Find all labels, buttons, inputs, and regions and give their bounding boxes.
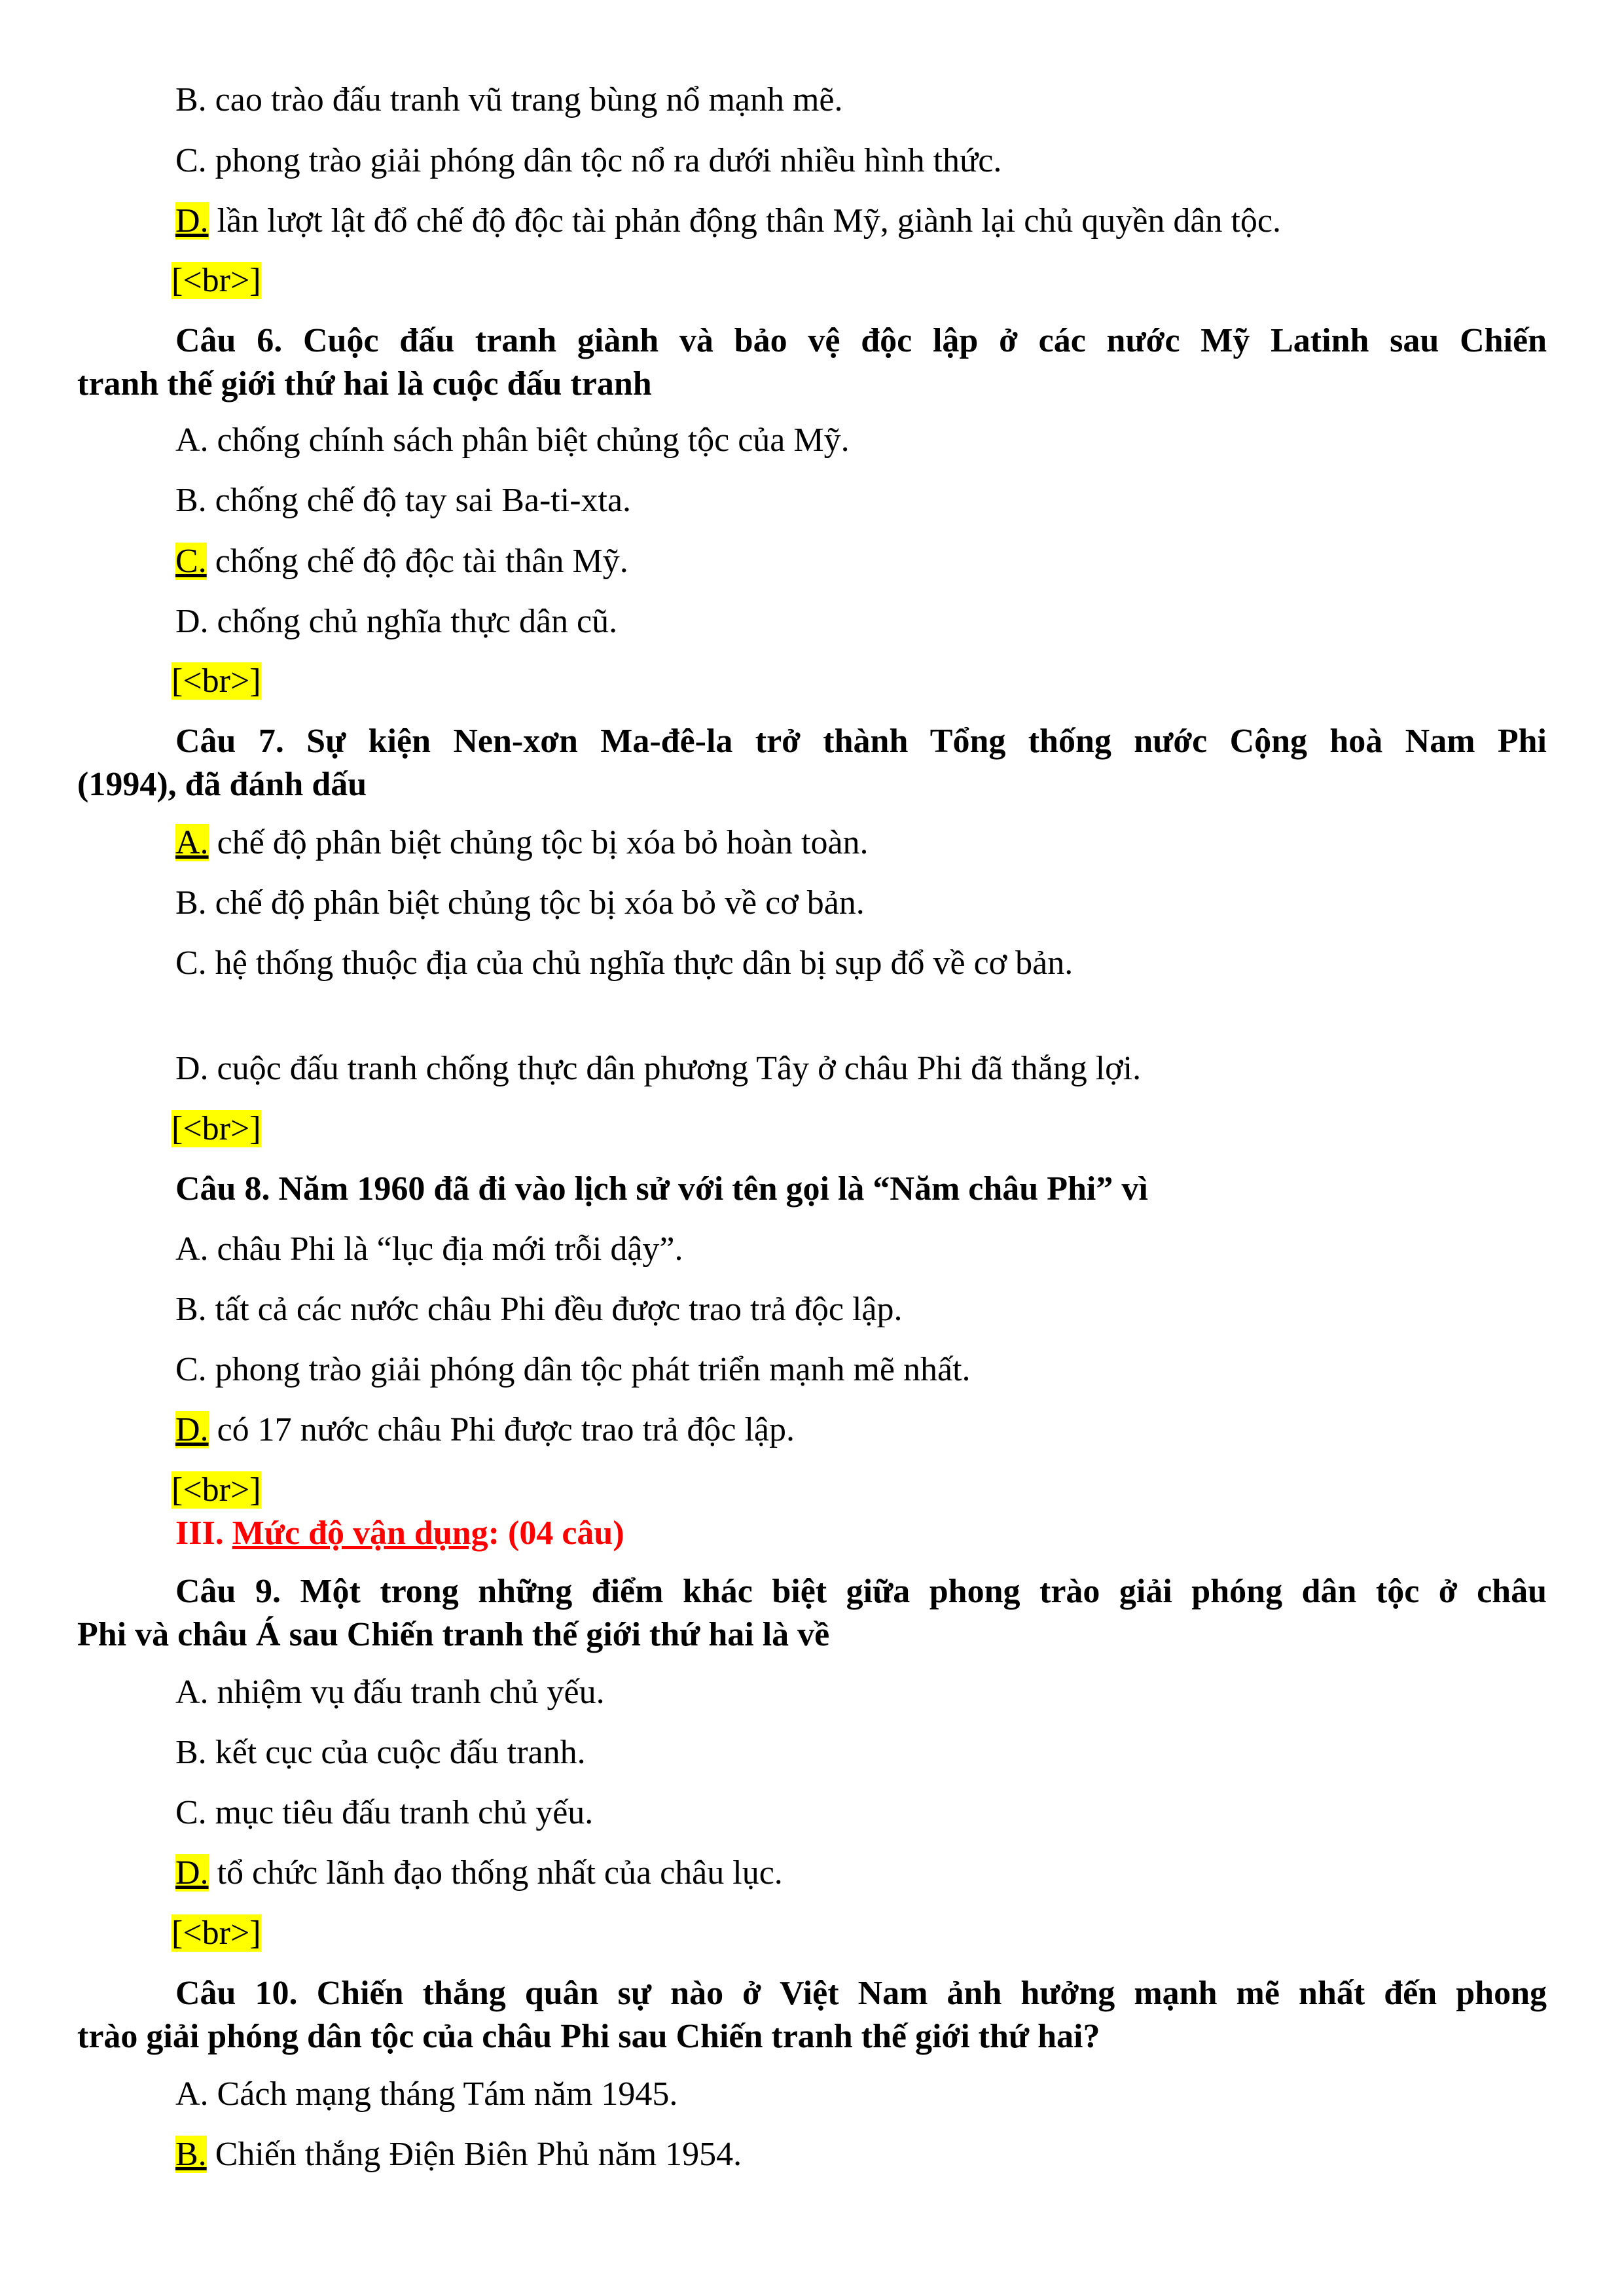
q7-option-c: C. hệ thống thuộc địa của chủ nghĩa thực dân bị sụp đổ về cơ bản.	[175, 944, 1074, 982]
q9-break-marker: [<br>]	[171, 1914, 261, 1952]
q7-answer-marker: A.	[175, 824, 209, 861]
q8-option-a: A. châu Phi là “lục địa mới trỗi dậy”.	[175, 1230, 683, 1268]
q9-option-c: C. mục tiêu đấu tranh chủ yếu.	[175, 1794, 594, 1831]
q8-break-marker: [<br>]	[171, 1471, 261, 1509]
q5-option-d	[175, 200, 1281, 243]
q7-option-b: B. chế độ phân biệt chủng tộc bị xóa bỏ về cơ bản.	[175, 884, 865, 922]
section-title: Mức độ vận dụng	[232, 1515, 488, 1552]
q8-answer-marker: D.	[175, 1411, 209, 1448]
q10-question: Câu 10. Chiến thắng quân sự nào ở Việt Nam ảnh hưởng mạnh mẽ nhất đến phong trào giải phóng dân tộc của châu Phi sau Chiến tranh thế giới thứ hai?	[77, 1975, 1547, 2055]
q7-option-a	[175, 821, 869, 865]
q7-option-a-text: chế độ phân biệt chủng tộc bị xóa bỏ hoàn toàn.	[208, 824, 869, 861]
q8-option-b: B. tất cả các nước châu Phi đều được trao trả độc lập.	[175, 1291, 903, 1328]
q7-break-marker: [<br>]	[171, 1110, 261, 1147]
q6-option-c	[175, 540, 628, 583]
q7-question: Câu 7. Sự kiện Nen-xơn Ma-đê-la trở thành Tổng thống nước Cộng hoà Nam Phi (1994), đã đánh dấu	[77, 723, 1547, 803]
q5-option-b: B. cao trào đấu tranh vũ trang bùng nổ mạnh mẽ.	[175, 81, 843, 118]
q5-option-c: C. phong trào giải phóng dân tộc nổ ra dưới nhiều hình thức.	[175, 142, 1002, 179]
q10-option-b	[175, 2133, 742, 2176]
q6-option-d: D. chống chủ nghĩa thực dân cũ.	[175, 603, 618, 640]
q10-answer-marker: B.	[175, 2136, 207, 2173]
q9-option-d-text: tổ chức lãnh đạo thống nhất của châu lục.	[208, 1854, 783, 1892]
q10-option-a: A. Cách mạng tháng Tám năm 1945.	[175, 2075, 678, 2113]
q6-option-b: B. chống chế độ tay sai Ba-ti-xta.	[175, 482, 632, 519]
q6-answer-marker: C.	[175, 543, 207, 580]
q6-option-a: A. chống chính sách phân biệt chủng tộc của Mỹ.	[175, 422, 850, 459]
q5-option-d-text: lần lượt lật đổ chế độ độc tài phản động thân Mỹ, giành lại chủ quyền dân tộc.	[208, 202, 1281, 240]
q6-question: Câu 6. Cuộc đấu tranh giành và bảo vệ độc lập ở các nước Mỹ Latinh sau Chiến tranh thế giới thứ hai là cuộc đấu tranh	[77, 322, 1547, 403]
q9-option-b: B. kết cục của cuộc đấu tranh.	[175, 1734, 586, 1771]
q6-break-marker: [<br>]	[171, 662, 261, 700]
q5-answer-marker: D.	[175, 202, 209, 240]
q9-question: Câu 9. Một trong những điểm khác biệt giữa phong trào giải phóng dân tộc ở châu Phi và châu Á sau Chiến tranh thế giới thứ hai là về	[77, 1573, 1547, 1653]
section-heading: III. Mức độ vận dụng: (04 câu)	[175, 1515, 624, 1552]
q10-option-b-text: Chiến thắng Điện Biên Phủ năm 1954.	[206, 2136, 742, 2173]
q8-option-c: C. phong trào giải phóng dân tộc phát triển mạnh mẽ nhất.	[175, 1351, 971, 1388]
q9-answer-marker: D.	[175, 1854, 209, 1892]
q6-option-c-text: chống chế độ độc tài thân Mỹ.	[206, 543, 628, 580]
q8-option-d-text: có 17 nước châu Phi được trao trả độc lập.	[208, 1411, 795, 1448]
q5-break-marker: [<br>]	[171, 262, 261, 299]
q8-question: Câu 8. Năm 1960 đã đi vào lịch sử với tên gọi là “Năm châu Phi” vì	[175, 1170, 1148, 1208]
q7-option-d: D. cuộc đấu tranh chống thực dân phương Tây ở châu Phi đã thắng lợi.	[175, 1050, 1142, 1087]
q9-option-a: A. nhiệm vụ đấu tranh chủ yếu.	[175, 1674, 605, 1711]
q9-option-d	[175, 1852, 783, 1895]
q8-option-d	[175, 1408, 795, 1452]
